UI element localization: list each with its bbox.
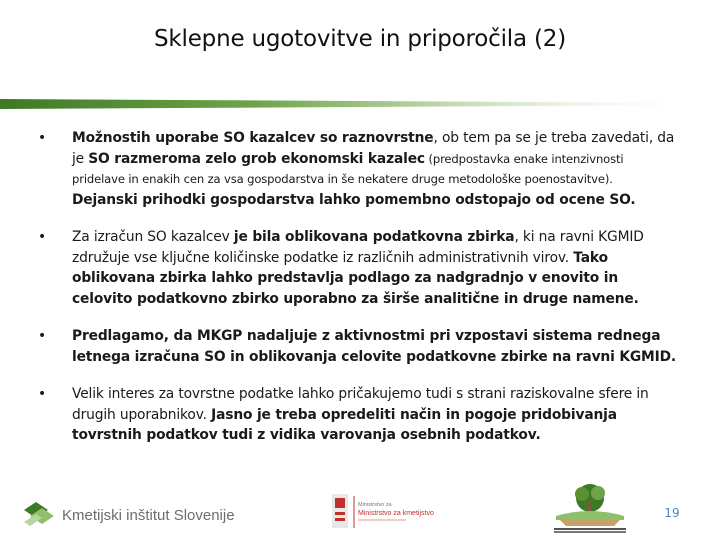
bullet-text-segment: Za izračun SO kazalcev	[72, 229, 234, 245]
bullet-item	[38, 128, 678, 210]
conclusions-list	[38, 128, 678, 463]
bullet-text-segment: Tako oblikovana zbirka lahko predstavlja podlago za nadgradnjo v enovito in celovito podatkovno zbirko uporabno za širše analitične in druge namene.	[72, 249, 639, 307]
bullet-item	[38, 326, 678, 367]
kis-emblem-icon	[24, 502, 54, 526]
ministry-small-text: Ministrstvo za	[358, 502, 392, 508]
bullet-marker: •	[38, 328, 46, 344]
bullet-text-segment: Dejanski prihodki gospodarstva lahko pomembno odstopajo od ocene SO.	[72, 191, 636, 208]
bullet-text-segment: je bila oblikovana podatkovna zbirka	[233, 229, 515, 245]
institute-name: Kmetijski inštitut Slovenije	[62, 507, 235, 524]
bullet-text-segment: SO razmeroma zelo grob ekonomski kazalec	[88, 150, 425, 167]
page-number: 19	[664, 506, 680, 520]
slide-title: Sklepne ugotovitve in priporočila (2)	[154, 26, 566, 52]
kmetijski-institut-logo	[22, 496, 235, 532]
ministry-crest-icon	[332, 494, 348, 528]
bullet-marker: •	[38, 130, 46, 146]
bullet-text-segment: Možnostih uporabe SO kazalcev so raznovrstne	[72, 130, 434, 146]
bullet-item	[38, 227, 678, 309]
bullet-text-segment: (predpostavka enake intenzivnosti pridelave in enakih cen za vsa gospodarstva in še nekatere druge metodološke poenostavitve).	[72, 151, 624, 186]
bullet-marker: •	[38, 229, 46, 245]
bullet-text-segment: , ki na ravni KGMID združuje vse ključne količinske podatke iz različnih administrativnih virov.	[72, 229, 644, 266]
bullet-text-segment: , ob tem pa se je treba zavedati, da je	[72, 130, 675, 167]
title-divider-line	[0, 98, 720, 110]
bullet-text-segment: Predlagamo, da MKGP nadaljuje z aktivnostmi pri vzpostavi sistema rednega letnega izračuna SO in oblikovanja celovite podatkovne zbirke na ravni KGMID.	[72, 328, 676, 365]
bullet-item	[38, 384, 678, 446]
bullet-text-segment: Jasno je treba opredeliti način in pogoje pridobivanja tovrstnih podatkov tudi z vidika varovanja osebnih podatkov.	[72, 406, 617, 443]
ministry-name: Ministrstvo za kmetijstvo	[358, 510, 434, 517]
tree-landscape-icon	[556, 484, 624, 526]
bullet-marker: •	[38, 386, 46, 402]
ministry-logo	[326, 484, 446, 534]
rural-network-logo	[548, 476, 632, 534]
bullet-text-segment: Velik interes za tovrstne podatke lahko pričakujemo tudi s strani raziskovalne sfere in drugih uporabnikov.	[72, 386, 649, 423]
